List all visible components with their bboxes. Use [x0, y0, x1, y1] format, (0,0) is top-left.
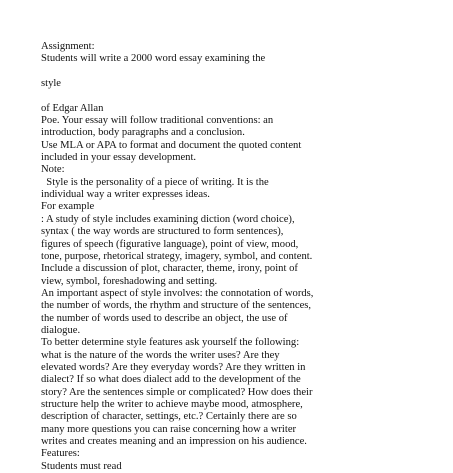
text-line: An important aspect of style involves: the connotation of words, [41, 287, 314, 299]
text-line: view, symbol, foreshadowing and setting. [41, 275, 218, 287]
text-line: structure help the writer to achieve maybe mood, atmosphere, [41, 398, 303, 410]
text-line: Poe. Your essay will follow traditional conventions: an [41, 115, 274, 127]
text-line: many more questions you can raise concerning how a writer [41, 423, 297, 435]
text-line: individual way a writer expresses ideas. [41, 189, 210, 201]
text-line: dialogue. [41, 324, 81, 336]
blank-line [41, 66, 446, 78]
document-body [41, 41, 446, 473]
text-line: story? Are the sentences simple or complicated? How does their [41, 386, 313, 398]
heading-features: Features: [41, 448, 80, 460]
text-line: Include a discussion of plot, character, theme, irony, point of [41, 263, 298, 275]
text-line: figures of speech (figurative language), point of view, mood, [41, 238, 299, 250]
text-line: tone, purpose, rhetorical strategy, imagery, symbol, and content. [41, 250, 313, 262]
text-line: what is the nature of the words the writer uses? Are they [41, 349, 280, 361]
text-line: style [41, 78, 62, 90]
text-line: description of character, settings, etc.? Certainly there are so [41, 411, 297, 423]
text-line: the number of words, the rhythm and structure of the sentences, [41, 300, 312, 312]
heading-example: For example [41, 201, 95, 213]
text-line: writes and creates meaning and an impression on his audience. [41, 436, 307, 447]
heading-assignment: Assignment: [41, 41, 95, 52]
text-line: of Edgar Allan [41, 102, 104, 114]
text-line: included in your essay development. [41, 152, 197, 164]
text-line: the number of words used to describe an object, the use of [41, 312, 288, 324]
text-line: dialect? If so what does dialect add to the development of the [41, 374, 301, 386]
text-line: elevated words? Are they everyday words? Are they written in [41, 361, 306, 373]
text-line: syntax ( the way words are structured to form sentences), [41, 226, 284, 238]
text-line: : A study of style includes examining diction (word choice), [41, 213, 295, 225]
text-line: Style is the personality of a piece of writing. It is the [41, 176, 269, 188]
text-line: Use MLA or APA to format and document the quoted content [41, 139, 302, 151]
text-line: introduction, body paragraphs and a conclusion. [41, 127, 245, 139]
text-line: To better determine style features ask yourself the following: [41, 337, 300, 349]
blank-line [41, 90, 446, 102]
text-line: Students will write a 2000 word essay examining the [41, 53, 266, 65]
text-line: Students must read [41, 460, 122, 472]
heading-note: Note: [41, 164, 65, 176]
